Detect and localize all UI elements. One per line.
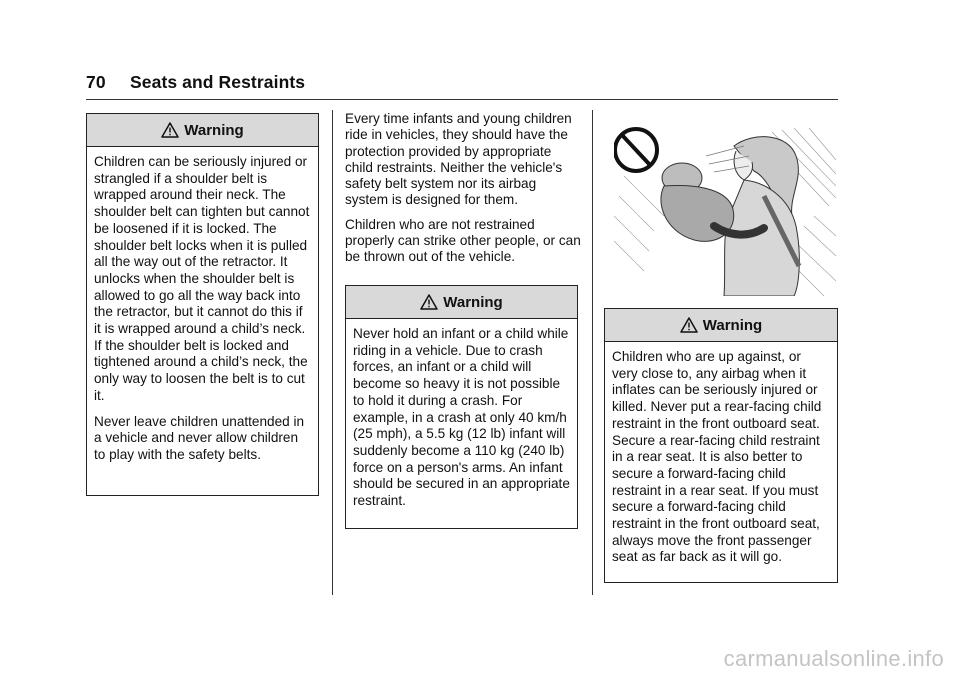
- warning-paragraph: Children who are up against, or very close to, any airbag when it inflates can be seriously injured or killed. Never put a rear-facing child restraint in the front outboard seat. Secure a rear-facing child restraint in a rear seat. It is also better to secure a forward-facing child restraint in a rear seat. If you must secure a forward-facing child restraint in the front outboard seat, always move the front passenger seat as far back as it will go.: [612, 349, 822, 565]
- warning-box-left: [86, 113, 319, 496]
- warning-header: [346, 286, 577, 319]
- warning-icon: [420, 294, 438, 310]
- section-title: Seats and Restraints: [130, 72, 306, 92]
- warning-title: Warning: [184, 121, 244, 139]
- warning-icon: [680, 317, 698, 333]
- header-rule: [86, 99, 838, 100]
- warning-header: [87, 114, 318, 147]
- warning-icon: [161, 122, 179, 138]
- body-text-column: [345, 111, 581, 274]
- column-divider-right: [592, 110, 593, 595]
- body-paragraph: Children who are not restrained properly can strike other people, or can be thrown out of the vehicle.: [345, 216, 581, 265]
- warning-body: [605, 342, 837, 566]
- warning-title: Warning: [702, 316, 763, 334]
- warning-paragraph: Never leave children unattended in a vehicle and never allow children to play with the safety belts.: [94, 413, 305, 462]
- watermark: carmanualsonline.info: [723, 646, 944, 671]
- warning-box-middle: [345, 285, 578, 529]
- warning-paragraph: Children can be seriously injured or strangled if a shoulder belt is wrapped around their neck. The shoulder belt can tighten but cannot be loosened if it is locked. The shoulder belt locks when it is pulled all the way out of the retractor. It unlocks when the shoulder belt is allowed to go all the way back into the retractor, but it cannot do this if it is wrapped around a child’s neck. If the shoulder belt is locked and tightened around a child’s neck, the only way to loosen the belt is to cut it.: [94, 154, 310, 403]
- woman-holding-infant-illustration: [614, 116, 836, 296]
- page-number: 70: [86, 72, 106, 92]
- prohibition-sign-icon: [615, 129, 657, 171]
- warning-body: [87, 147, 318, 464]
- warning-header: [605, 309, 837, 342]
- warning-body: [346, 319, 577, 510]
- warning-paragraph: Never hold an infant or a child while riding in a vehicle. Due to crash forces, an infant or a child will become so heavy it is not possible to hold it during a crash. For example, in a crash at only 40 km/h (25 mph), a 5.5 kg (12 lb) infant will suddenly become a 110 kg (240 lb) force on a person's arms. An infant should be secured in an appropriate restraint.: [353, 326, 570, 509]
- page-header: [86, 72, 305, 93]
- warning-box-right: [604, 308, 838, 583]
- body-paragraph: Every time infants and young children ride in vehicles, they should have the protection provided by appropriate child restraints. Neither the vehicle's safety belt system nor its airbag system is designed for them.: [345, 111, 572, 208]
- column-divider-left: [332, 110, 333, 595]
- warning-title: Warning: [443, 293, 503, 311]
